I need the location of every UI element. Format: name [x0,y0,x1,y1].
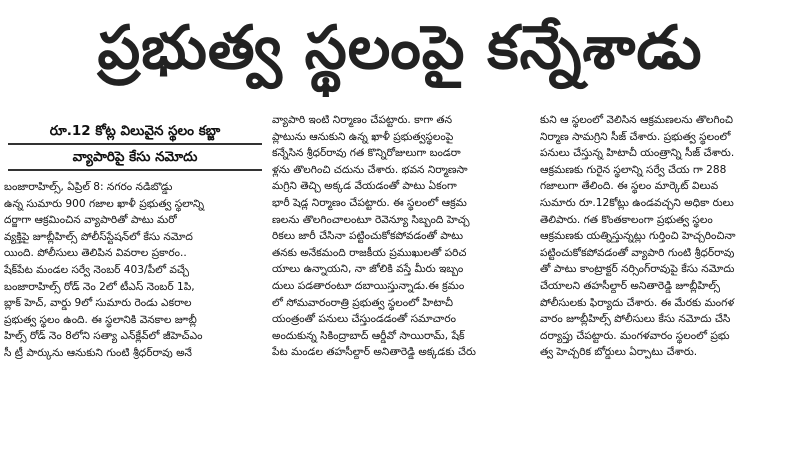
text-line: భారీ షెడ్ల నిర్మాణం చేపట్టారు. ఈ స్థలంలో ఆక్రమ [272,196,467,209]
text-line: దులు పడతారంటూ దబాయిస్తున్నాడు.ఈ క్రమం [272,279,465,292]
text-line: గజాలుగా తేలింది. ఈ స్థలం మార్కెట్ విలువ [540,180,719,193]
column-3 [540,112,796,452]
text-line: షేక్‌పేట మండల సర్వే నెంబర్ 403/పీలో వచ్చే [4,263,190,276]
text-line: కుని ఆ స్థలంలో వెలిసిన ఆక్రమణలను తొలగించి [540,114,734,126]
text-line: హిల్స్ రోడ్ నెం 8లోని సత్యా ఎన్‌క్లేవ్‌లో జీహెచ్ఎం [4,330,203,343]
text-line: బంజారాహిల్స్, ఏప్రిల్ 8: నగరం నడిబొడ్డు [4,181,173,193]
text-line: వారం జూబ్లీహిల్స్ పోలీసులు కేసు నమోదు చేసి [540,313,731,326]
text-line: బ్లాక్ హెచ్, వార్డు 9లో సుమారు రెండు ఎకరాల [4,297,192,310]
article-paragraph [272,112,534,361]
text-line: ణలను తొలగించాలంటూ రెవెన్యూ సిబ్బంది హెచ్చ [272,213,470,226]
text-line: పోలీసులకు ఫిర్యాదు చేశారు. ఈ మేరకు మంగళ [540,296,735,309]
text-line: వ్యక్తిపై జూబ్లీహిల్స్ పోలీస్‌స్టేషన్‌లో కేసు నమోద [4,230,193,243]
column-2 [272,112,534,452]
column-1 [4,112,266,452]
article-paragraph [4,179,266,362]
subheadline-divider [8,143,262,145]
text-line: ఉన్న సుమారు 900 గజాల ఖాళీ ప్రభుత్వ స్థలాన్ని [4,197,204,210]
text-line: లో సోమవారంరాత్రి ప్రభుత్వ స్థలంలో హిటాచీ [272,296,454,309]
text-line: రికలు జారీ చేసినా పట్టించుకోకపోవడంతో పాటు [272,230,464,243]
text-line: పనులు చేస్తున్న హిటాచీ యంత్రాన్ని సీజ్ చేశారు. [540,147,735,160]
text-line: దర్యాప్తు చేపట్టారు. మంగళవారం స్థలంలో ప్రభు [540,329,730,342]
text-line: ఆక్రమణకు గురైన స్థలాన్ని సర్వే చేయ గా 288 [540,163,727,176]
text-line: తో పాటు కాంట్రాక్టర్ నర్సింగ్‌రావుపై కేసు నమోదు [540,263,735,276]
text-line: యంత్రంతో పనులు చేస్తుండడంతో సమాచారం [272,313,456,326]
text-line: ప్రభుత్వ స్థలం ఉంది. ఈ స్థలానికి వెనకాల జూబ్లీ [4,313,197,326]
text-line: ఆక్రమణకు యత్నిస్తున్నట్లు గుర్తించి హెచ్చరించినా [540,230,736,243]
text-line: దర్జాగా ఆక్రమించిన వ్యాపారితో పాటు మరో [4,214,177,227]
subheadline-box [4,120,266,171]
text-line: తెలిపారు. గత కొంతకాలంగా ప్రభుత్వ స్థలం [540,213,713,226]
text-line: చేయాలని తహసీల్దార్ అనితారెడ్డి జూబ్లీహిల్స్ [540,279,721,292]
text-line: నిర్మాణ సామగ్రిని సీజ్ చేశారు. ప్రభుత్వ స్థలంలో [540,130,731,143]
article-paragraph [540,112,796,361]
text-line: ళ్లను తొలగించి చదును చేశారు. భవన నిర్మాణసా [272,163,468,176]
text-line: త్వ హెచ్చరిక బోర్డులు ఏర్పాటు చేశారు. [540,346,698,359]
text-line: కన్నేసిన శ్రీధర్‌రావు గత కొన్నిరోజులుగా బండరా [272,147,461,160]
headline: ప్రభుత్వ స్థలంపై కన్నేశాడు [97,13,703,83]
subheadline-line-1: రూ.12 కోట్ల విలువైన స్థలం కబ్జా [49,123,221,139]
text-line: వ్యాపారి ఇంటి నిర్మాణం చేపట్టారు. కాగా తన [272,114,453,126]
subheadline-line-2: వ్యాపారిపై కేసు నమోదు [72,149,198,165]
text-line: తనకు అనేకమంది రాజకీయ ప్రముఖులతో పరిచ [272,246,467,259]
text-line: ప్లాటును ఆనుకుని ఉన్న ఖాళీ ప్రభుత్వస్థలంపై [272,130,454,143]
text-line: పేట మండల తహసీల్దార్ అనితారెడ్డి అక్కడకు చేరు [272,346,476,359]
text-line: యాలు ఉన్నాయని, నా జోలికి వస్తే మీరు ఇబ్బం [272,263,464,276]
text-line: మగ్రిని తెచ్చి అక్కడ వేయడంతో పాటు ఏకంగా [272,180,457,193]
text-line: సుమారు రూ.12కోట్లు ఉండవచ్చని అధికా రులు [540,196,734,209]
text-line: యింది. పోలీసులు తెలిపిన వివరాల ప్రకారం.. [4,247,187,260]
text-line: సీ ట్రీ పార్కును ఆనుకుని గుంటి శ్రీధర్‌రావు అనే [4,346,192,359]
text-line: బంజారాహిల్స్ రోడ్ నెం 2లో టీఎస్ నెంబర్ 1పి, [4,280,195,293]
text-line: అందుకున్న సికింద్రాబాద్ ఆర్డీవో సాయిరామ్, షేక్ [272,329,465,342]
text-line: పట్టించుకోకపోవడంతో వ్యాపారి గుంటి శ్రీధర్‌రావు [540,246,735,259]
article-body [0,112,800,452]
subheadline-divider [8,169,262,171]
